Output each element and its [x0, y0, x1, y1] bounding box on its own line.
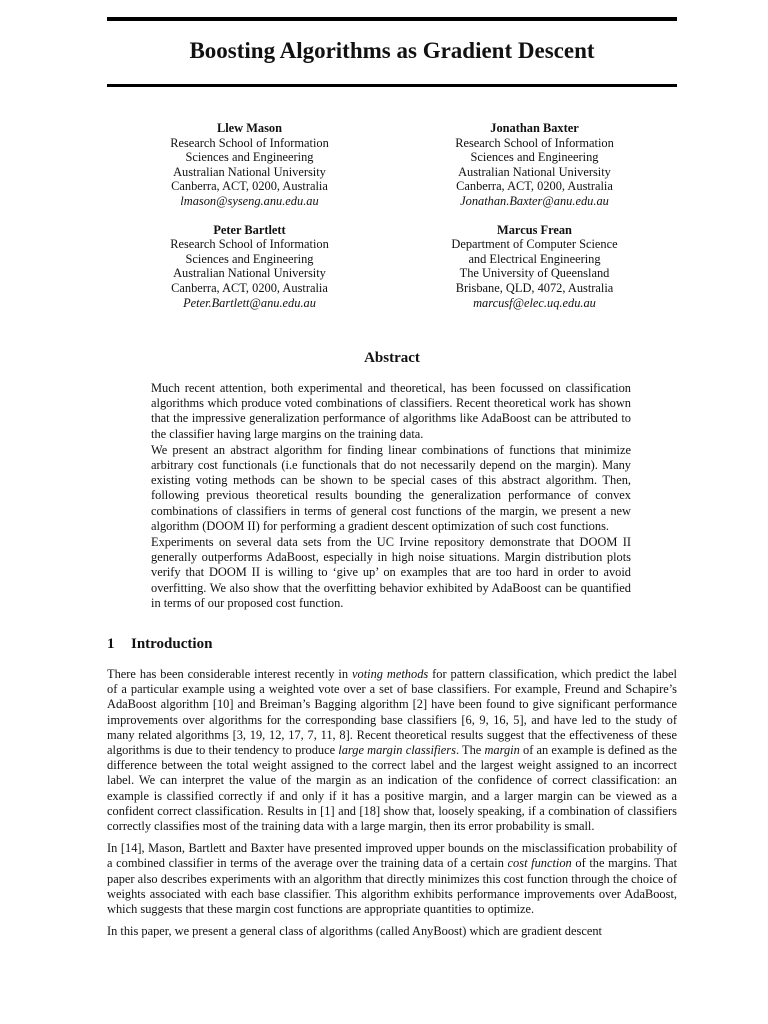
author-name: Llew Mason [216, 121, 283, 135]
affiliation-line: Canberra, ACT, 0200, Australia [171, 280, 328, 295]
affiliation-line: Sciences and Engineering [185, 251, 314, 266]
text-run: There has been considerable interest recently in [107, 667, 352, 681]
author-bartlett [107, 223, 392, 311]
affiliation-line: Research School of Information [170, 237, 329, 252]
text-run: In [14], Mason, Bartlett and Baxter have presented improved upper bounds on the misclassification probability of a combined classifier in terms of the average over the training data of a certain [107, 841, 677, 871]
affiliation-line: The University of Queensland [459, 266, 610, 281]
affiliation-line: Australian National University [173, 164, 326, 179]
text-run: of an example is defined as the difference between the total weight assigned to the correct label and the largest weight assigned to an incorrect label. We can interpret the value of the margin as an indication of the confidence of correct classification: an example is classified correctly if and only if it has a positive margin, and a larger margin can be viewed as a confident correct classification. Results in [1] and [18] show that, loosely speaking, if a combination of classifiers correctly classifies most of the training data with a large margin, then its error probability is small. [107, 743, 677, 834]
section-title: Introduction [131, 636, 213, 652]
body-paragraph [107, 667, 677, 834]
affiliation-line: Brisbane, QLD, 4072, Australia [455, 280, 614, 295]
text-run: of the margins. That paper also describes experiments with an algorithm that directly minimizes this cost function through the choice of weights associated with each base classifier. This algorithm exhibits performance improvements over AdaBoost, which suggests that these margin cost functions are appropriate quantities to optimize. [107, 856, 678, 917]
author-mason [107, 121, 392, 209]
affiliation-line: Research School of Information [170, 135, 329, 150]
author-email: lmason@syseng.anu.edu.au [180, 193, 319, 208]
abstract-paragraph: We present an abstract algorithm for finding linear combinations of functions that minimize arbitrary cost functionals (i.e functionals that do not necessarily depend on the margin). Many existing voting methods can be shown to be special cases of this abstract algorithm. Then, following previous theoretical results bounding the generalization performance of convex combinations of classifiers in terms of general cost functions of the margin, we present a new algorithm (DOOM II) for performing a gradient descent optimization of such cost functions. [151, 442, 631, 533]
title-bottom-rule [107, 84, 677, 87]
affiliation-line: Department of Computer Science [451, 237, 618, 252]
affiliation-line: Canberra, ACT, 0200, Australia [171, 179, 328, 194]
abstract-paragraph: Much recent attention, both experimental and theoretical, has been focussed on classification algorithms which produce voted combinations of classifiers. Recent theoretical work has shown that the impressive generalization performance of algorithms like AdaBoost can be attributed to the classifier having large margins on the training data. [151, 381, 631, 441]
introduction-body [107, 667, 677, 946]
abstract-heading: Abstract [364, 350, 420, 366]
paper-title: Boosting Algorithms as Gradient Descent [189, 38, 595, 63]
author-frean [392, 223, 677, 311]
section-heading [107, 636, 677, 653]
emphasis-text: voting methods [352, 667, 429, 681]
author-email: Peter.Bartlett@anu.edu.au [183, 295, 316, 310]
author-email: Jonathan.Baxter@anu.edu.au [460, 193, 609, 208]
abstract-body [151, 381, 631, 612]
author-name: Marcus Frean [497, 222, 572, 237]
section-number: 1 [107, 636, 115, 652]
affiliation-line: Canberra, ACT, 0200, Australia [456, 179, 613, 194]
emphasis-text: large margin classifiers [338, 743, 456, 758]
author-name: Jonathan Baxter [490, 121, 579, 135]
body-paragraph [107, 841, 677, 917]
affiliation-line: Research School of Information [455, 135, 614, 150]
affiliation-line: Sciences and Engineering [185, 150, 314, 165]
top-rule [107, 17, 677, 21]
author-baxter [392, 121, 677, 209]
text-run: . The [455, 743, 485, 758]
body-paragraph: In this paper, we present a general class of algorithms (called AnyBoost) which are gradient descent [107, 924, 602, 939]
affiliation-line: Australian National University [173, 266, 326, 281]
affiliation-line: and Electrical Engineering [468, 251, 601, 266]
author-block [107, 121, 677, 310]
affiliation-line: Australian National University [458, 164, 611, 179]
emphasis-text: margin [484, 743, 520, 758]
text-run: for pattern classification, which predict the label of a particular example using a weighted vote over a set of base classifiers. For example, Freund and Schapire’s AdaBoost algorithm [10] and Breiman’s Bagging algorithm [2] have been found to give significant performance improvements over algorithms for the corresponding base classifiers [6, 9, 16, 5], and have led to the study of many related algorithms [3, 19, 12, 17, 7, 11, 8]. Recent theoretical results suggest that the effectiveness of these algorithms is due to their tendency to produce [107, 667, 678, 758]
author-email: marcusf@elec.uq.edu.au [473, 295, 596, 310]
author-name: Peter Bartlett [213, 222, 286, 237]
affiliation-line: Sciences and Engineering [470, 150, 599, 165]
emphasis-text: cost function [507, 856, 572, 871]
abstract-paragraph: Experiments on several data sets from the UC Irvine repository demonstrate that DOOM II generally outperforms AdaBoost, especially in high noise situations. Margin distribution plots verify that DOOM II is willing to ‘give up’ on examples that are too hard in order to avoid overfitting. We also show that the overfitting behavior exhibited by AdaBoost can be quantified in terms of our proposed cost function. [151, 535, 631, 610]
